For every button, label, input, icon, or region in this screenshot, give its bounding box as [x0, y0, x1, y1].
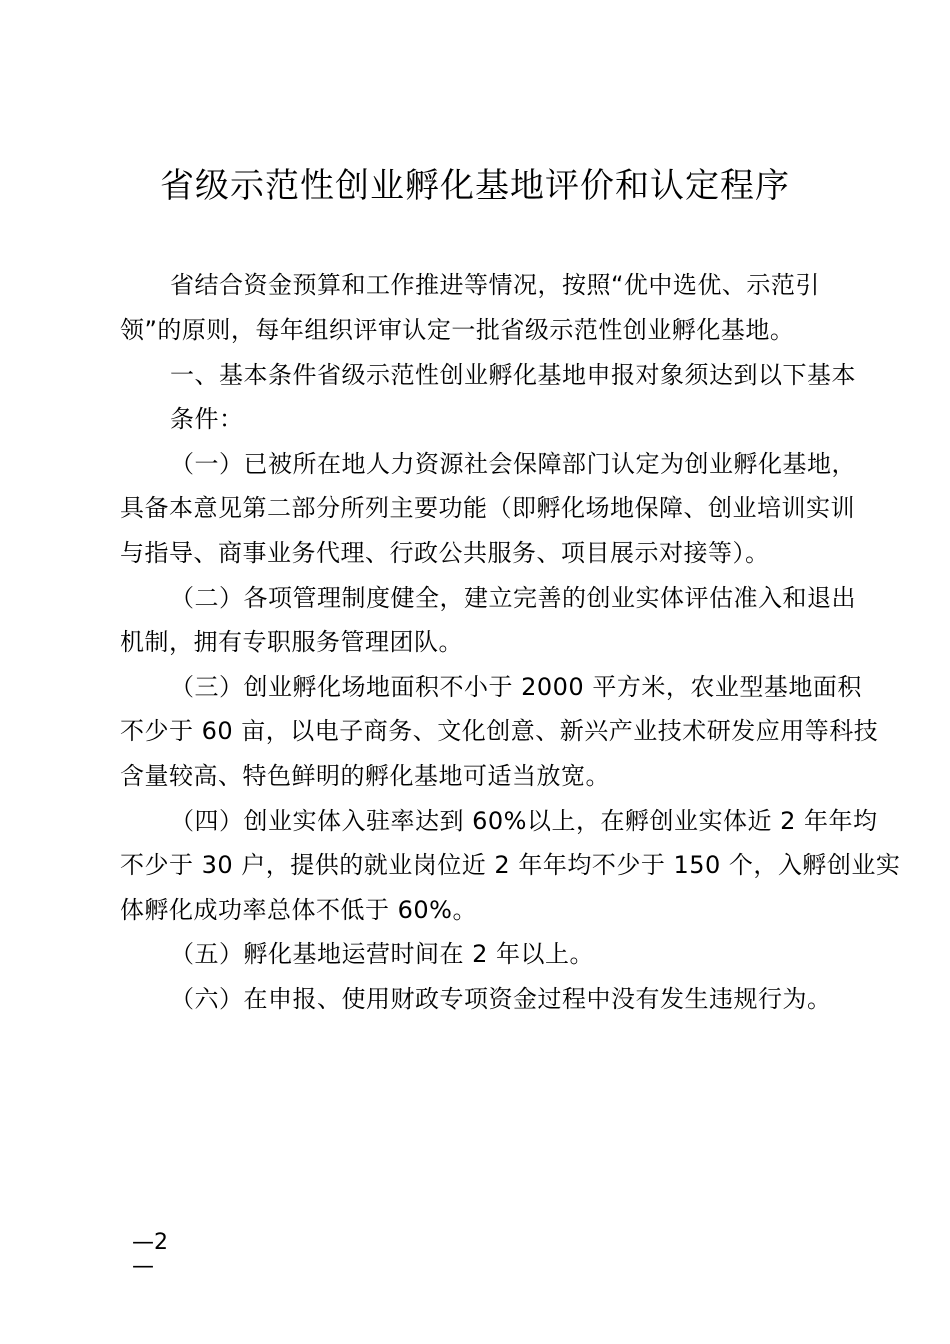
page-number-dash: — — [132, 1254, 154, 1279]
body-line: 含量较高、特色鲜明的孵化基地可适当放宽。 — [120, 762, 610, 790]
body-line: 条件： — [170, 405, 244, 433]
body-line: 不少于 60 亩，以电子商务、文化创意、新兴产业技术研发应用等科技 — [120, 717, 879, 745]
body-line: 体孵化成功率总体不低于 60%。 — [120, 896, 477, 924]
document-title: 省级示范性创业孵化基地评价和认定程序 — [160, 166, 790, 206]
body-line: 省结合资金预算和工作推进等情况，按照“优中选优、示范引 — [170, 271, 820, 299]
body-line: （五）孵化基地运营时间在 2 年以上。 — [170, 940, 595, 968]
body-line: （四）创业实体入驻率达到 60%以上，在孵创业实体近 2 年年均 — [170, 807, 878, 835]
body-line: （二）各项管理制度健全，建立完善的创业实体评估准入和退出 — [170, 584, 856, 612]
body-line: 不少于 30 户，提供的就业岗位近 2 年年均不少于 150 个，入孵创业实 — [120, 851, 901, 879]
body-line: 机制，拥有专职服务管理团队。 — [120, 628, 463, 656]
body-line: 具备本意见第二部分所列主要功能（即孵化场地保障、创业培训实训 — [120, 494, 855, 522]
page-number: —2 — [132, 1230, 168, 1255]
body-line: （三）创业孵化场地面积不小于 2000 平方米，农业型基地面积 — [170, 673, 862, 701]
body-line: 与指导、商事业务代理、行政公共服务、项目展示对接等）。 — [120, 539, 770, 567]
body-line: 一、基本条件省级示范性创业孵化基地申报对象须达到以下基本 — [170, 361, 856, 389]
body-line: （一）已被所在地人力资源社会保障部门认定为创业孵化基地， — [170, 450, 856, 478]
body-line: 领”的原则，每年组织评审认定一批省级示范性创业孵化基地。 — [120, 316, 795, 344]
body-line: （六）在申报、使用财政专项资金过程中没有发生违规行为。 — [170, 985, 832, 1013]
